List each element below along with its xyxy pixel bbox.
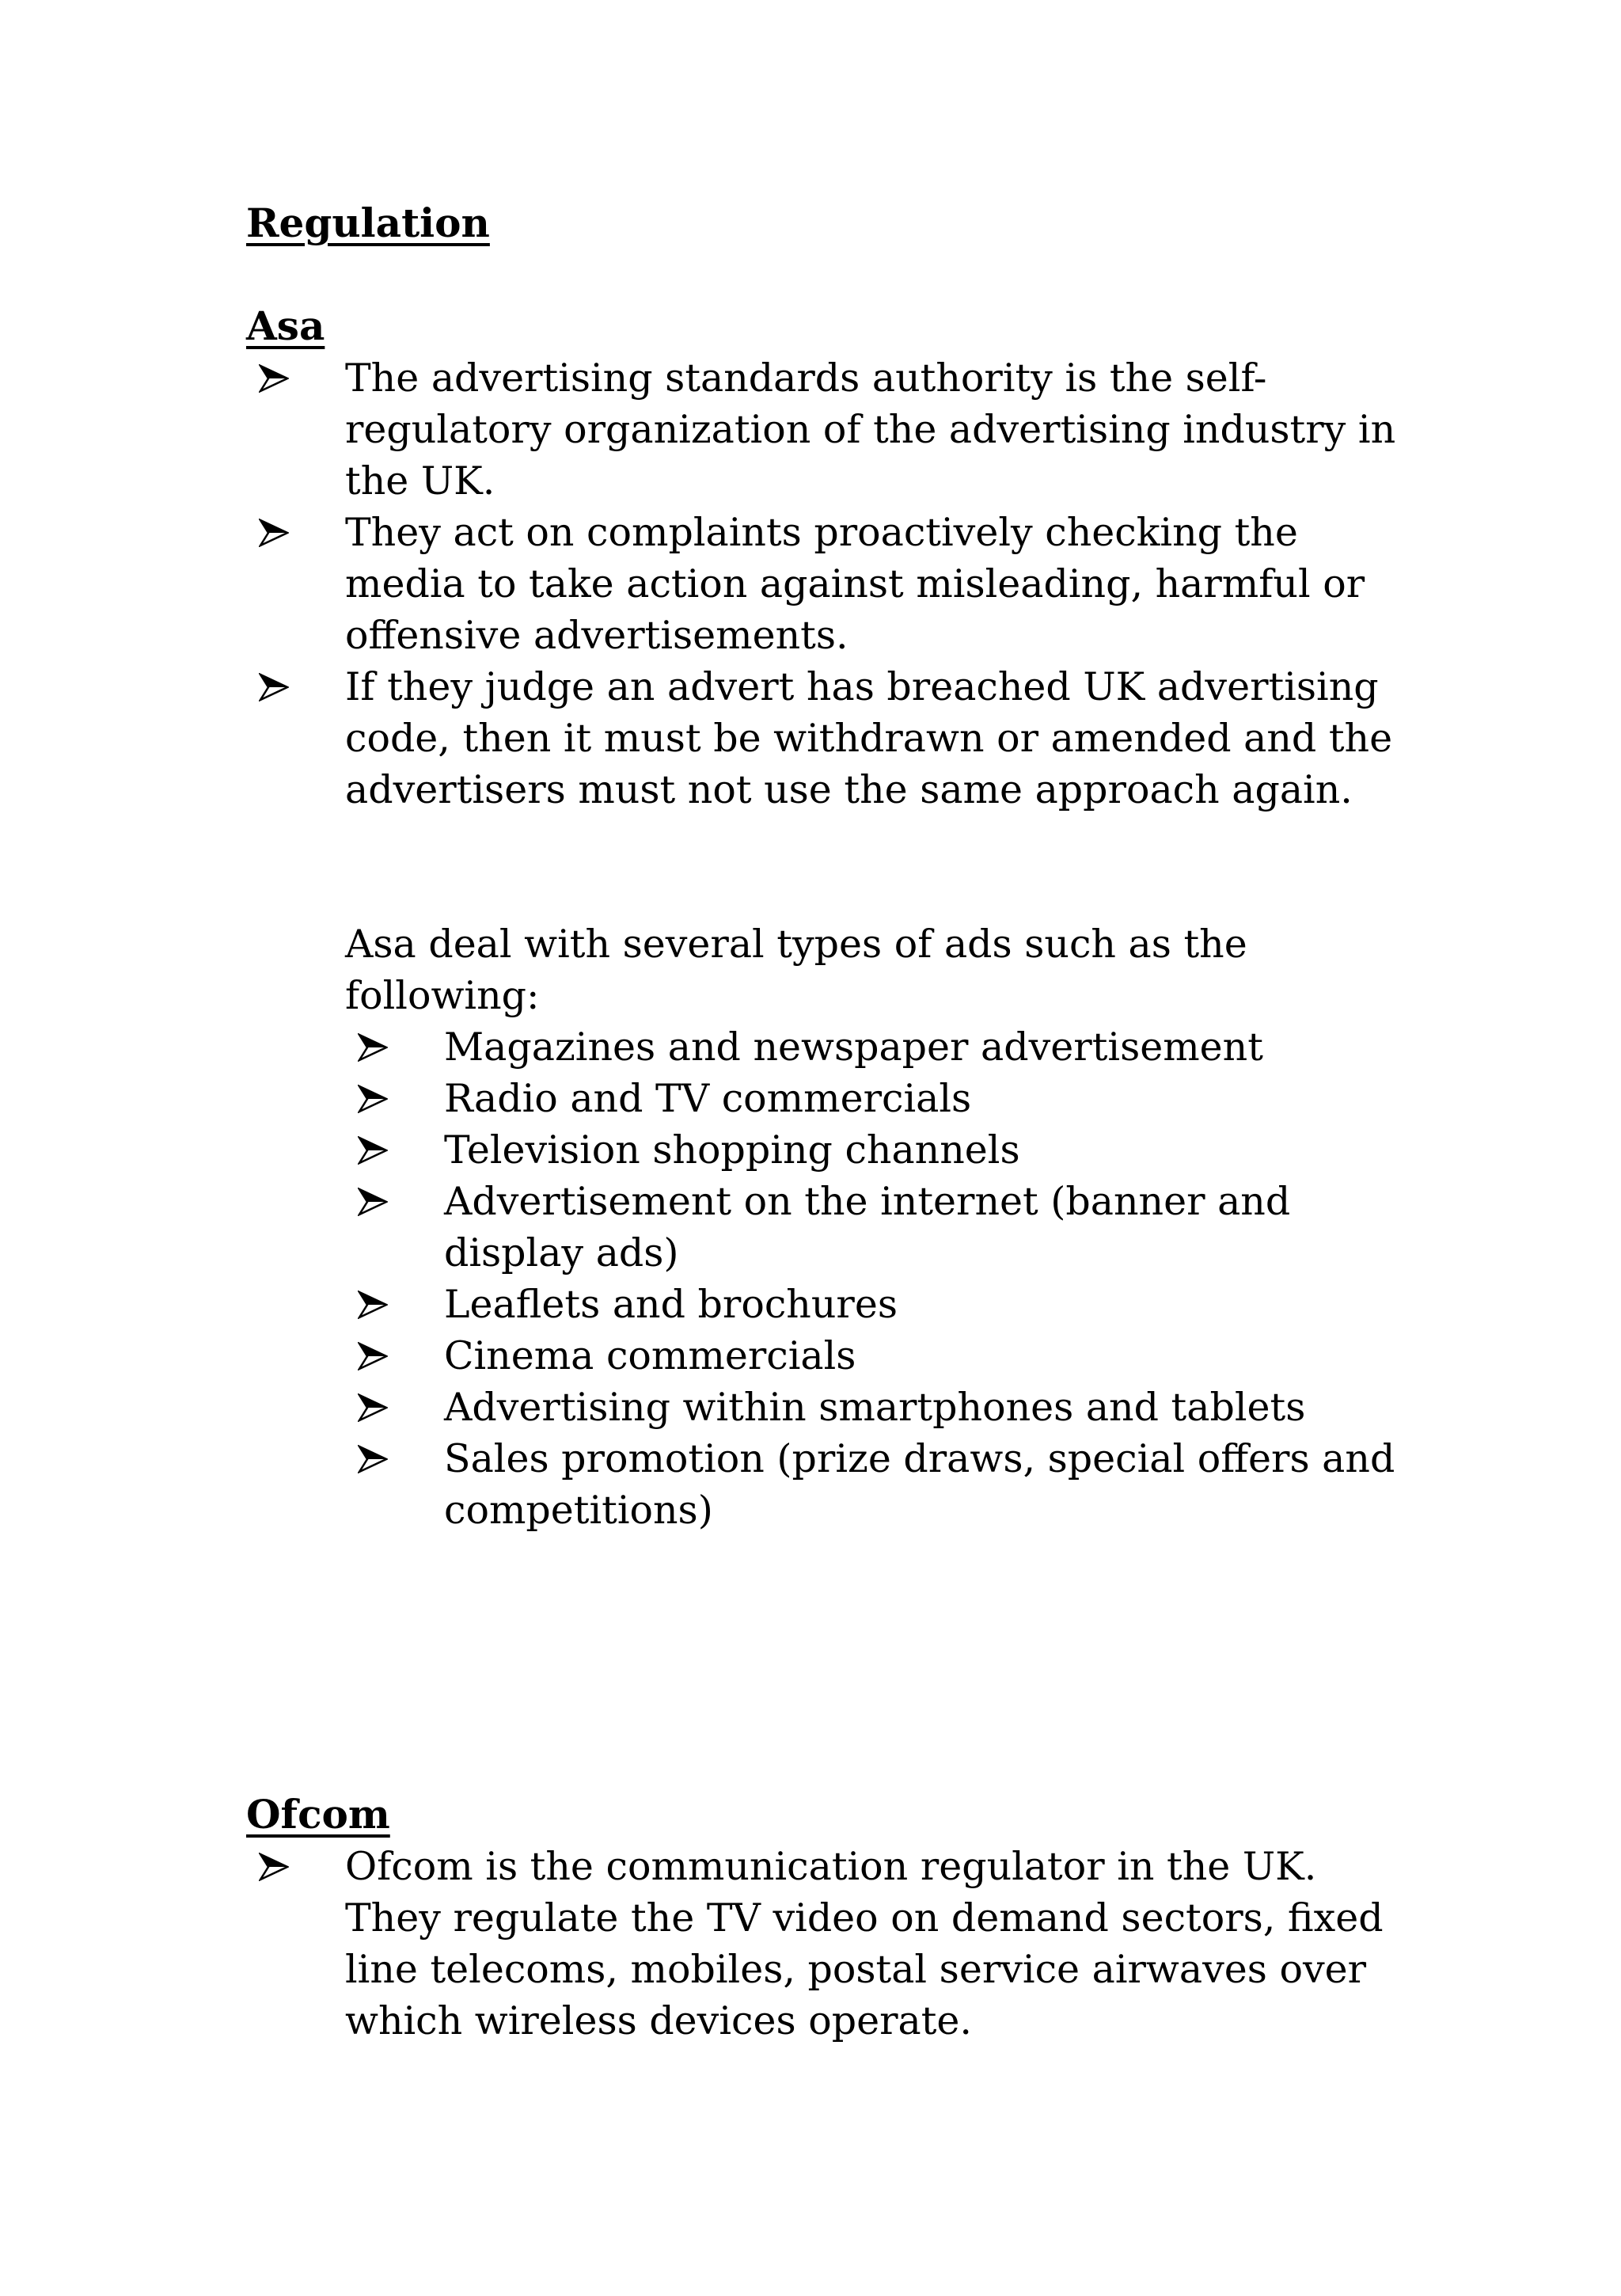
list-item (345, 1176, 1398, 1279)
list-item (345, 1124, 1398, 1176)
section-heading-asa: Asa (246, 302, 325, 349)
list-item (246, 1841, 1402, 2047)
list-item (345, 1073, 1398, 1124)
list-item-text: If they judge an advert has breached UK advertising code, then it must be withdrawn or amended and the advertisers must not use the same approach again. (345, 664, 1393, 812)
list-item-text: Radio and TV commercials (444, 1076, 972, 1121)
list-item-text: Advertising within smartphones and tablets (444, 1385, 1306, 1430)
list-item (345, 1330, 1398, 1382)
ad-types-list (345, 1021, 1398, 1536)
list-item (345, 1433, 1398, 1536)
ofcom-points-list (246, 1841, 1402, 2047)
arrowhead-bullet-icon (250, 1841, 298, 1892)
asa-points-list (246, 352, 1402, 815)
list-item (345, 1382, 1398, 1433)
list-item (246, 507, 1402, 661)
list-item-text: Leaflets and brochures (444, 1282, 898, 1327)
section-heading-ofcom: Ofcom (246, 1791, 390, 1838)
arrowhead-bullet-icon (349, 1382, 397, 1433)
arrowhead-bullet-icon (349, 1073, 397, 1124)
ad-types-intro: Asa deal with several types of ads such as the following: (345, 922, 1247, 1018)
arrowhead-bullet-icon (349, 1433, 397, 1484)
arrowhead-bullet-icon (349, 1176, 397, 1227)
list-item (246, 661, 1402, 815)
list-item-text: Magazines and newspaper advertisement (444, 1024, 1263, 1070)
list-item-text: Sales promotion (prize draws, special offers and competitions) (444, 1436, 1395, 1533)
arrowhead-bullet-icon (250, 661, 298, 713)
list-item (345, 1021, 1398, 1073)
list-item (345, 1279, 1398, 1330)
arrowhead-bullet-icon (349, 1279, 397, 1330)
list-item-text: Ofcom is the communication regulator in the UK. They regulate the TV video on demand sectors, fixed line telecoms, mobiles, postal service airwaves over which wireless devices operate. (345, 1844, 1384, 2043)
list-item-text: Advertisement on the internet (banner and display ads) (444, 1179, 1291, 1275)
arrowhead-bullet-icon (349, 1021, 397, 1073)
list-item (246, 352, 1402, 507)
arrowhead-bullet-icon (349, 1330, 397, 1382)
list-item-text: Television shopping channels (444, 1127, 1020, 1173)
arrowhead-bullet-icon (250, 507, 298, 558)
list-item-text: Cinema commercials (444, 1333, 856, 1378)
list-item-text: The advertising standards authority is the self-regulatory organization of the advertising industry in the UK. (345, 355, 1396, 504)
arrowhead-bullet-icon (250, 352, 298, 404)
arrowhead-bullet-icon (349, 1124, 397, 1176)
page-title: Regulation (246, 200, 490, 246)
list-item-text: They act on complaints proactively checking the media to take action against misleading, harmful or offensive advertisements. (345, 510, 1365, 658)
